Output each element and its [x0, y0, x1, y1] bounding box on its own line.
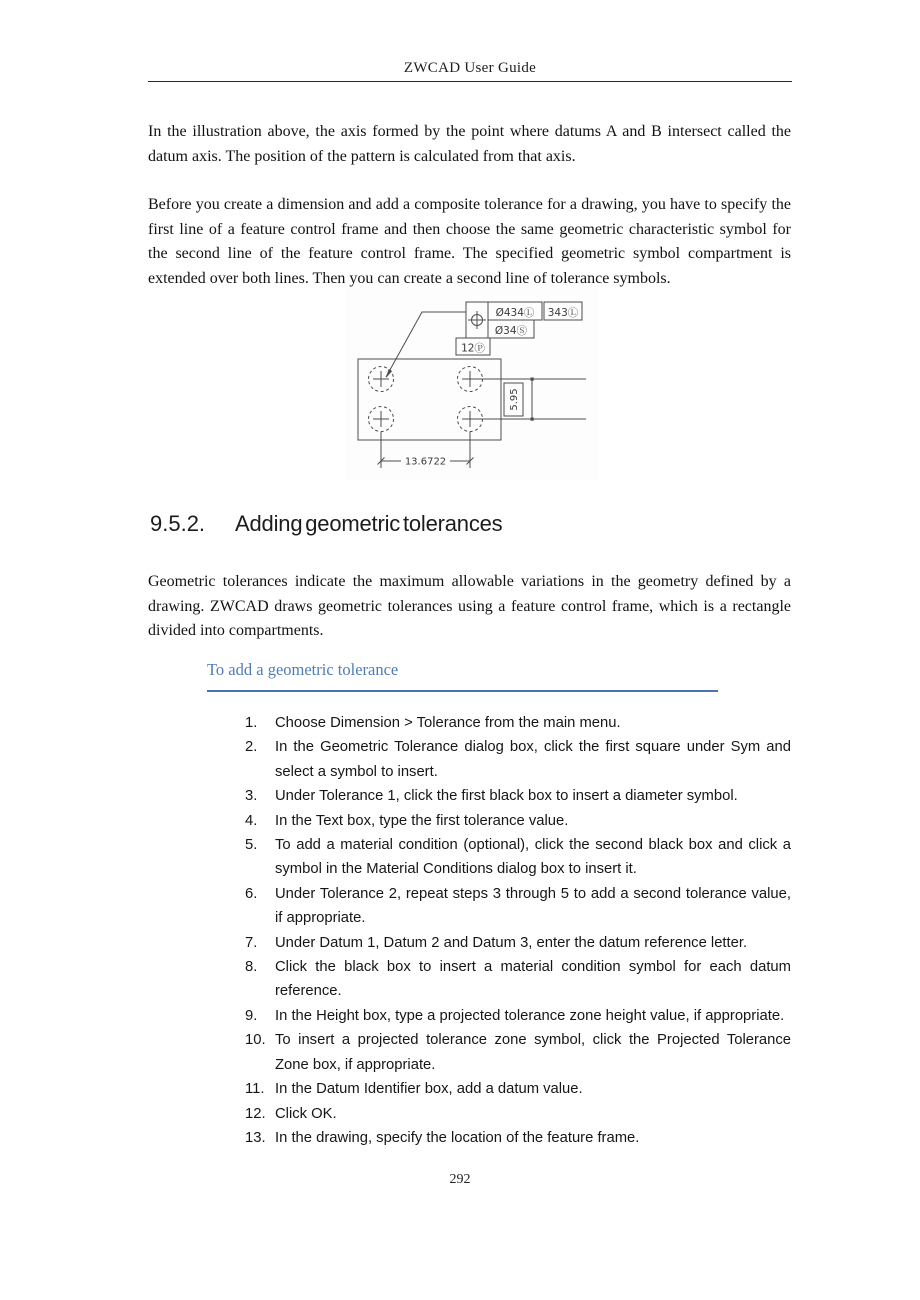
step-number: 13. — [245, 1129, 266, 1146]
step-text: Click the black box to insert a material condition symbol for each datum reference. — [275, 959, 791, 1000]
list-item — [245, 955, 791, 1004]
step-number: 2. — [245, 739, 258, 756]
step-number: 4. — [245, 812, 258, 829]
section-title: Adding geometric tolerances — [235, 511, 503, 536]
section-heading — [150, 511, 502, 537]
intro-paragraph-1: In the illustration above, the axis formed by the point where datums A and B intersect called the datum axis. The position of the pattern is calculated from that axis. — [148, 123, 791, 165]
procedure-steps-list — [245, 711, 791, 1150]
hole-top-right — [458, 367, 587, 392]
list-item — [245, 809, 791, 833]
position-symbol-icon — [468, 311, 486, 329]
list-item — [245, 1004, 791, 1028]
step-text: Under Tolerance 2, repeat steps 3 through 5 to add a second tolerance value, if appropriate. — [275, 885, 791, 927]
step-number: 7. — [245, 934, 258, 951]
list-item — [245, 882, 791, 931]
list-item — [245, 735, 791, 784]
step-text: In the Text box, type the first tolerance value. — [275, 812, 569, 829]
section-number: 9.5.2. — [150, 511, 206, 536]
step-text: In the drawing, specify the location of the feature frame. — [275, 1129, 640, 1146]
step-number: 1. — [245, 715, 258, 731]
fcf-tolerance2-text: 343Ⓛ — [547, 307, 579, 319]
fcf-tolerance1-text: Ø434Ⓛ — [495, 307, 535, 319]
list-item — [245, 1102, 791, 1126]
horizontal-dimension-text: 13.6722 — [404, 456, 447, 468]
list-item — [245, 711, 791, 735]
procedure-heading — [207, 660, 718, 692]
step-text: To add a material condition (optional), click the second black box and click a symbol in the Material Conditions dialog box to insert it. — [275, 837, 791, 878]
step-text: In the Datum Identifier box, add a datum value. — [275, 1081, 583, 1098]
step-number: 12. — [245, 1105, 266, 1122]
page-footer — [0, 1172, 920, 1188]
vertical-dimension — [504, 378, 534, 421]
list-item — [245, 931, 791, 955]
step-text: In the Height box, type a projected tolerance zone height value, if appropriate. — [275, 1007, 785, 1024]
hole-top-left — [369, 367, 394, 392]
vertical-dimension-text: 5.95 — [509, 388, 520, 411]
list-item — [245, 833, 791, 882]
leader-line — [386, 312, 466, 377]
step-number: 3. — [245, 788, 258, 805]
header-title: ZWCAD User Guide — [403, 60, 537, 76]
step-text: Choose Dimension > Tolerance from the main menu. — [275, 715, 621, 731]
fcf-height-text: 12Ⓟ — [461, 342, 485, 355]
fcf-tolerance-row2-text: Ø34Ⓢ — [494, 325, 528, 337]
step-text: Under Tolerance 1, click the first black box to insert a diameter symbol. — [275, 788, 738, 805]
list-item — [245, 1126, 791, 1150]
step-number: 10. — [245, 1032, 266, 1049]
procedure-heading-text: To add a geometric tolerance — [207, 660, 399, 679]
list-item — [245, 1077, 791, 1101]
leader-arrowhead — [386, 369, 392, 378]
step-text: In the Geometric Tolerance dialog box, click the first square under Sym and select a symbol to insert. — [275, 739, 791, 780]
step-text: Under Datum 1, Datum 2 and Datum 3, enter the datum reference letter. — [275, 934, 748, 951]
section-body-paragraph: Geometric tolerances indicate the maximum allowable variations in the geometry defined by a drawing. ZWCAD draws geometric tolerances using a feature control frame, which is a rectangle divided into compartments. — [148, 573, 791, 640]
page-number: 292 — [449, 1172, 471, 1187]
list-item — [245, 784, 791, 808]
step-number: 9. — [245, 1007, 258, 1024]
horizontal-dimension — [378, 432, 474, 468]
tolerance-drawing-svg — [346, 288, 598, 480]
hole-bottom-left — [369, 407, 394, 432]
hole-bottom-right — [458, 407, 587, 432]
tolerance-figure — [346, 288, 598, 480]
page-header — [148, 60, 792, 82]
step-number: 6. — [245, 885, 258, 902]
step-number: 5. — [245, 837, 258, 854]
step-text: Click OK. — [275, 1105, 337, 1122]
step-number: 11. — [245, 1081, 265, 1098]
step-number: 8. — [245, 959, 258, 976]
intro-paragraph-2: Before you create a dimension and add a composite tolerance for a drawing, you have to specify the first line of a feature control frame and then choose the same geometric characteristic symbol for the second line of the feature control frame. The specified geometric symbol compartment is extended over both lines. Then you can create a second line of tolerance symbols. — [148, 196, 791, 288]
list-item — [245, 1028, 791, 1077]
step-text: To insert a projected tolerance zone symbol, click the Projected Tolerance Zone box, if appropriate. — [275, 1032, 791, 1073]
